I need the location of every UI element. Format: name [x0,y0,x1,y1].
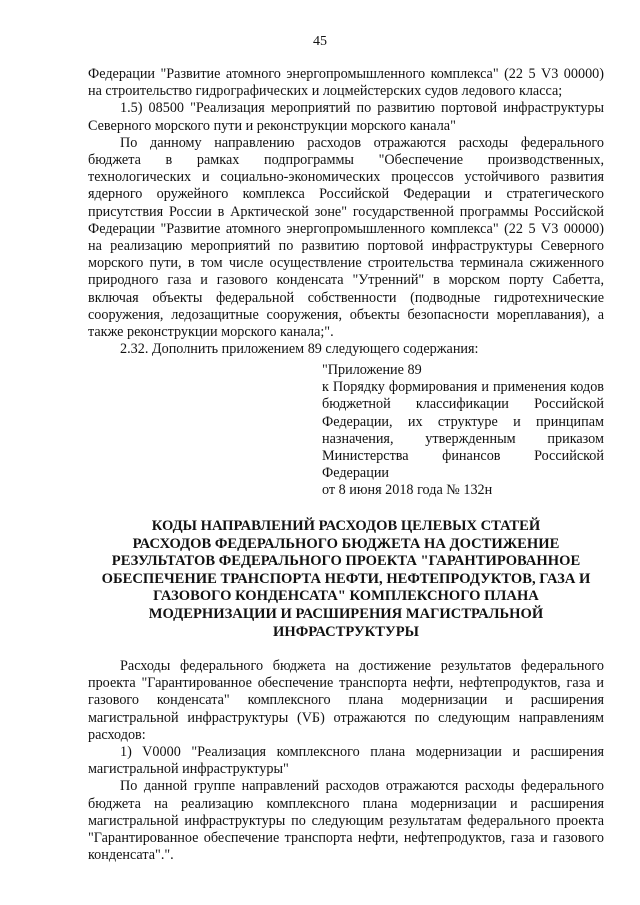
heading-line: ИНФРАСТРУКТУРЫ [273,623,419,640]
paragraph: Федерации "Развитие атомного энергопромышленного комплекса" (22 5 V3 00000) на строительство гидрографических и лоцмейстерских судов ледового класса; [88,66,604,100]
page-number: 45 [313,34,327,49]
paragraph: По данному направлению расходов отражаются расходы федерального бюджета в рамках подпрограммы "Обеспечение производственных, технологических и социально-экономических процессов устойчивого развития ядерного оружейного комплекса Российской Федерации и стратегического присутствия России в Арктической зоне" государственной программы Российской Федерации "Развитие атомного энергопромышленного комплекса" (22 5 V3 00000) на реализацию мероприятий по развитию портовой инфраструктуры Северного морского пути, в том числе осуществление строительства терминала сжиженного природного газа и газового конденсата "Утренний" в морском порту Сабетта, включая объекты федеральной собственности (подводные гидротехнические сооружения, ледозащитные сооружения, объекты безопасности мореплавания), а также реконструкции морского канала;". [88,134,604,341]
paragraph: 1.5) 08500 "Реализация мероприятий по развитию портовой инфраструктуры Северного морского пути и реконструкции морского канала" [88,100,604,134]
paragraph: 1) V0000 "Реализация комплексного плана модернизации и расширения магистральной инфраструктуры" [88,744,604,778]
top-text-block [88,66,604,358]
heading-line: РЕЗУЛЬТАТОВ ФЕДЕРАЛЬНОГО ПРОЕКТА "ГАРАНТИРОВАННОЕ [111,553,581,570]
heading-line: ОБЕСПЕЧЕНИЕ ТРАНСПОРТА НЕФТИ, НЕФТЕПРОДУКТОВ, ГАЗА И [101,570,591,587]
appendix-block [322,362,604,500]
paragraph: 2.32. Дополнить приложением 89 следующего содержания: [120,341,479,358]
heading-line: РАСХОДОВ ФЕДЕРАЛЬНОГО БЮДЖЕТА НА ДОСТИЖЕНИЕ [132,535,560,552]
bottom-text-block [88,658,604,864]
heading-line: ГАЗОВОГО КОНДЕНСАТА" КОМПЛЕКСНОГО ПЛАНА [153,588,539,605]
appendix-date: от 8 июня 2018 года № 132н [322,482,493,499]
section-heading [76,518,616,641]
paragraph: По данной группе направлений расходов отражаются расходы федерального бюджета на реализацию комплексного плана модернизации и расширения магистральной инфраструктуры по следующим результатам федерального проекта "Гарантированное обеспечение транспорта нефти, нефтепродуктов, газа и газового конденсата".". [88,778,604,864]
appendix-title: "Приложение 89 [322,362,422,378]
heading-line: МОДЕРНИЗАЦИИ И РАСШИРЕНИЯ МАГИСТРАЛЬНОЙ [148,605,544,622]
paragraph: Расходы федерального бюджета на достижение результатов федерального проекта "Гарантированное обеспечение транспорта нефти, нефтепродуктов, газа и газового конденсата" комплексного плана модернизации и расширения магистральной инфраструктуры (VБ) отражаются по следующим направлениям расходов: [88,658,604,743]
appendix-text: к Порядку формирования и применения кодов бюджетной классификации Российской Федерации, их структуре и принципам назначения, утвержденным приказом Министерства финансов Российской Федерации [322,379,604,482]
heading-line: КОДЫ НАПРАВЛЕНИЙ РАСХОДОВ ЦЕЛЕВЫХ СТАТЕЙ [151,518,541,534]
